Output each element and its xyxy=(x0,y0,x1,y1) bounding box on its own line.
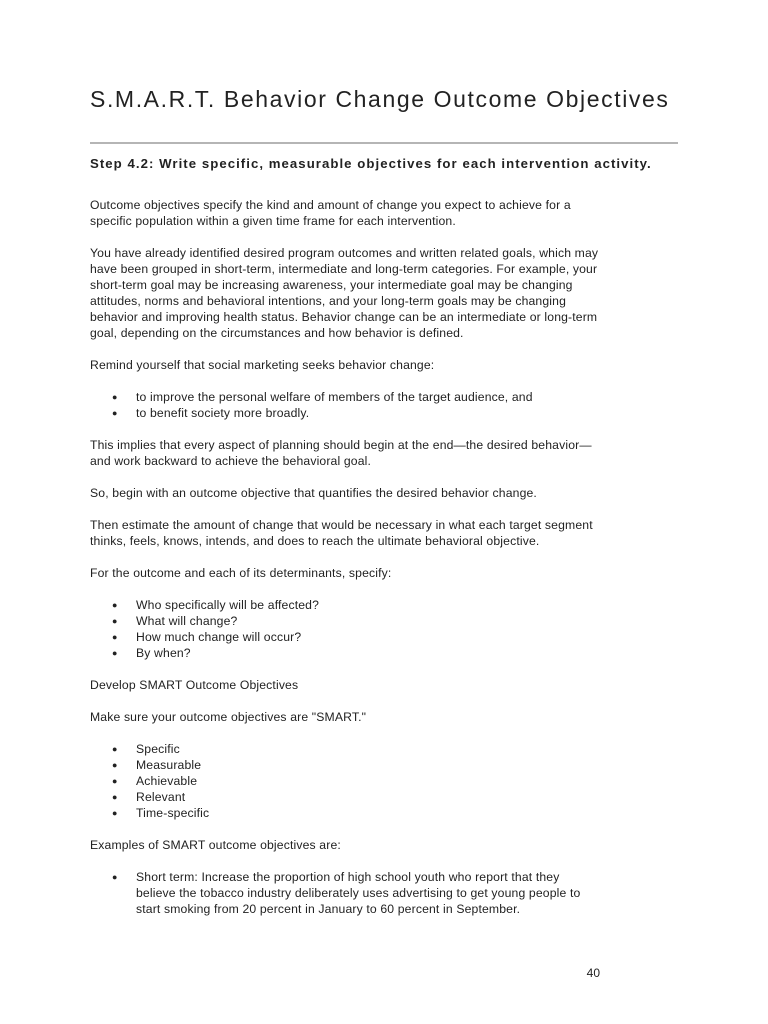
text-line: thinks, feels, knows, intends, and does to reach the ultimate behavioral objective. xyxy=(90,534,540,548)
bullet-icon: ● xyxy=(112,776,118,786)
text-line: attitudes, norms and behavioral intentions, and your long-term goals may be changing xyxy=(90,294,566,308)
list-item-text: Measurable xyxy=(136,758,202,772)
step-heading: Step 4.2: Write specific, measurable objectives for each intervention activity. xyxy=(90,156,652,171)
list-item-text: Time-specific xyxy=(136,806,210,820)
paragraph-implies xyxy=(90,437,690,469)
bullet-icon: ● xyxy=(112,872,118,882)
paragraph-examples: Examples of SMART outcome objectives are: xyxy=(90,838,341,852)
list-behavior-change xyxy=(90,389,690,421)
text-line: short-term goal may be increasing awareness, your intermediate goal may be changing xyxy=(90,278,573,292)
paragraph-remind: Remind yourself that social marketing seeks behavior change: xyxy=(90,358,435,372)
page-title: S.M.A.R.T. Behavior Change Outcome Objectives xyxy=(90,86,670,112)
bullet-icon: ● xyxy=(112,760,118,770)
list-item-text: Specific xyxy=(136,742,180,756)
list-item xyxy=(90,629,690,645)
body-text xyxy=(90,197,690,933)
bullet-icon: ● xyxy=(112,808,118,818)
list-item xyxy=(90,741,690,757)
list-item xyxy=(90,805,690,821)
bullet-icon: ● xyxy=(112,408,118,418)
text-line: specific population within a given time frame for each intervention. xyxy=(90,214,456,228)
text-line: Then estimate the amount of change that would be necessary in what each target segment xyxy=(90,518,593,532)
bullet-icon: ● xyxy=(112,616,118,626)
bullet-icon: ● xyxy=(112,632,118,642)
list-item-text: Relevant xyxy=(136,790,186,804)
list-item xyxy=(90,757,690,773)
paragraph-make-sure: Make sure your outcome objectives are "SMART." xyxy=(90,710,367,724)
list-examples xyxy=(90,869,690,917)
bullet-icon: ● xyxy=(112,600,118,610)
bullet-icon: ● xyxy=(112,744,118,754)
text-line: Outcome objectives specify the kind and amount of change you expect to achieve for a xyxy=(90,198,571,212)
title-divider xyxy=(90,142,678,144)
list-specify xyxy=(90,597,690,661)
page-number: 40 xyxy=(586,966,600,980)
list-item xyxy=(90,773,690,789)
paragraph-begin: So, begin with an outcome objective that quantifies the desired behavior change. xyxy=(90,486,537,500)
list-item xyxy=(90,869,690,917)
text-line: start smoking from 20 percent in January to 60 percent in September. xyxy=(136,902,521,916)
list-item-text: Achievable xyxy=(136,774,198,788)
bullet-icon: ● xyxy=(112,792,118,802)
text-line: Short term: Increase the proportion of high school youth who report that they xyxy=(136,870,560,884)
list-item xyxy=(90,405,690,421)
text-line: goal, depending on the circumstances and how behavior is defined. xyxy=(90,326,464,340)
text-line: have been grouped in short-term, intermediate and long-term categories. For example, your xyxy=(90,262,598,276)
list-item-text: to improve the personal welfare of members of the target audience, and xyxy=(136,390,533,404)
text-line: You have already identified desired program outcomes and written related goals, which may xyxy=(90,246,599,260)
list-item xyxy=(90,613,690,629)
list-item-text: Who specifically will be affected? xyxy=(136,598,320,612)
list-item xyxy=(90,597,690,613)
list-item-text: What will change? xyxy=(136,614,238,628)
text-line: behavior and improving health status. Behavior change can be an intermediate or long-term xyxy=(90,310,598,324)
list-item-text: to benefit society more broadly. xyxy=(136,406,310,420)
list-item-text: How much change will occur? xyxy=(136,630,302,644)
document-page xyxy=(90,0,690,1024)
text-line: This implies that every aspect of planning should begin at the end—the desired behavior— xyxy=(90,438,592,452)
bullet-icon: ● xyxy=(112,392,118,402)
bullet-icon: ● xyxy=(112,648,118,658)
list-item xyxy=(90,789,690,805)
text-line: and work backward to achieve the behavioral goal. xyxy=(90,454,372,468)
list-item-text: By when? xyxy=(136,646,191,660)
list-item xyxy=(90,645,690,661)
text-line: believe the tobacco industry deliberately uses advertising to get young people to xyxy=(136,886,581,900)
paragraph-specify: For the outcome and each of its determinants, specify: xyxy=(90,566,392,580)
paragraph-develop-smart: Develop SMART Outcome Objectives xyxy=(90,678,299,692)
paragraph-program-outcomes xyxy=(90,245,690,341)
paragraph-estimate xyxy=(90,517,690,549)
list-item xyxy=(90,389,690,405)
paragraph-outcome-objectives xyxy=(90,197,690,229)
list-smart xyxy=(90,741,690,821)
